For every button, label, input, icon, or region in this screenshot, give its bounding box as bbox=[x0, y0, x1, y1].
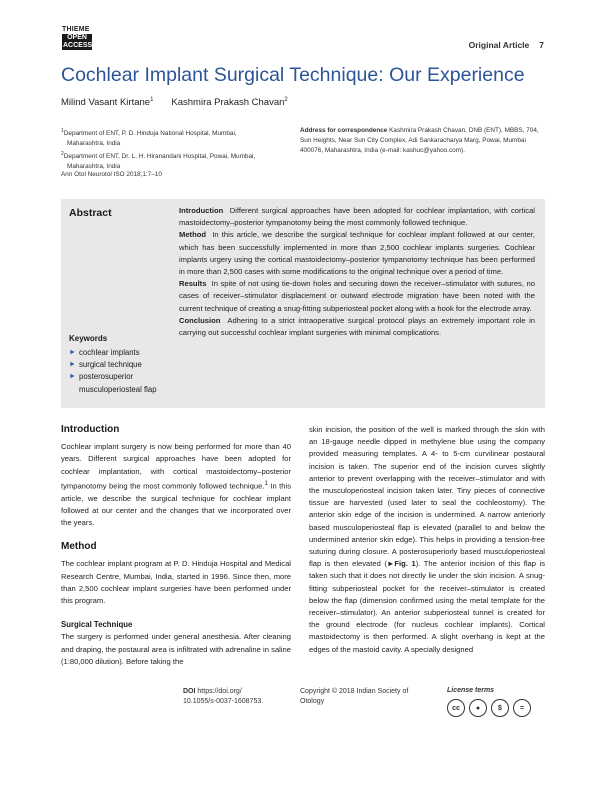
method-paragraph: The cochlear implant program at P. D. Hinduja Hospital and Medical Research Centre, Mumbai, India, started in 1996. Since then, more than 2,500 cochlear implant surgeries have been performed under this program. bbox=[61, 559, 291, 605]
keyword-item: ► cochlear implants bbox=[69, 347, 173, 359]
doi-block bbox=[183, 687, 263, 707]
method-heading: Method bbox=[61, 541, 97, 553]
correspondence-label: Address for correspondence bbox=[300, 127, 388, 134]
keyword-item: ► posterosuperior musculoperiosteal flap bbox=[69, 372, 157, 394]
abstract-method: Method In this article, we describe the surgical technique for cochlear implant followed at our center, which has been successfully implemented in more than 2,500 cochlear implants surgeries. Cochlear implants urgery using the cortical mastoidectomy–posterior tympanotomy technique has been performed in more than 2,500 cases with some modifications to the original technique over a period of time. bbox=[179, 230, 535, 277]
doi-link[interactable]: https://doi.org/ bbox=[197, 688, 242, 695]
cc-icon: cc bbox=[447, 699, 465, 717]
correspondence-email: (e-mail: kashuc@yahoo.com). bbox=[379, 147, 465, 154]
body-column-left bbox=[61, 424, 291, 668]
introduction-heading: Introduction bbox=[61, 424, 120, 435]
article-type: Original Article bbox=[468, 40, 530, 50]
affiliation-line: Department of ENT, Dr. L. H. Hiranandani Hospital, Powai, Mumbai, bbox=[63, 153, 256, 161]
doi-link-continued[interactable]: 10.1055/s-0037-1608753. bbox=[183, 698, 264, 705]
surgical-technique-continued: skin incision, the position of the well is marked through the skin with an 18-gauge needle dipped in methylene blue using the company provided measuring templates. A 4- to 5-cm curvilinear postaural incision is taken. The superior end of the incision curves slightly anterior to prevent overlapping with the receiver–stimulator and with the musculoperiosteal incision taken later. Tiny pieces of connective tissue are harvested (used later to seal the cochleostomy). The anterior skin edge of the incision is undermined. A narrow anteriorly based musculoperiosteal flap is elevated (parallel to and below the undermined anterior skin edge). This helps in providing a tension-free suturing during closure. A posterosuperiorly based musculoperiosteal flap is then elevated (►Fig. 1). The anterior incision of this flap is taken such that it does not directly lie under the skin incision. A snug-fitting subperiosteal pocket for the receiver–stimulator is created below the flap (dimension confirmed using the metal template for the receiver–stimulator). An anterior subperiosteal tunnel is created for the ground electrode (for nucleus cochlear implants). Cortical mastoidectomy is then performed. A slight overhang is kept at the edges of the mastoid cavity. A specially designed bbox=[309, 425, 545, 654]
affiliation-line: Department of ENT, P. D. Hinduja National Hospital, Mumbai, bbox=[63, 130, 237, 138]
keywords-heading: Keywords bbox=[69, 334, 108, 343]
surgical-technique-heading: Surgical Technique bbox=[61, 620, 133, 630]
thieme-open-access-logo bbox=[62, 26, 92, 50]
license-icons bbox=[447, 699, 531, 717]
abstract-body bbox=[179, 205, 535, 339]
page-number: 7 bbox=[539, 40, 544, 50]
affiliation-line: Maharashtra, India bbox=[67, 140, 121, 148]
author-affiliation-ref: 2 bbox=[284, 97, 288, 103]
logo-text-access: ACCESS bbox=[63, 42, 93, 49]
logo-text-open: OPEN bbox=[62, 34, 92, 42]
author-affiliation-ref: 1 bbox=[150, 97, 154, 103]
arrow-bullet-icon: ► bbox=[69, 373, 76, 381]
abstract-heading: Abstract bbox=[69, 207, 112, 219]
correspondence-text: Kashmira Prakash Chavan, DNB (ENT), MBBS, 704, Sun Heights, Near Sun City Complex, Adi Sankaracharya Marg, Powai, Mumbai 400076, Maharashtra, India bbox=[300, 127, 539, 154]
abstract-conclusion: Conclusion Adhering to a strict intraoperative surgical protocol plays an extremely important role in carrying out successful cochlear implant surgeries with minimal complications. bbox=[179, 315, 535, 338]
article-title: Cochlear Implant Surgical Technique: Our Experience bbox=[61, 64, 525, 86]
surgical-technique-paragraph: The surgery is performed under general anesthesia. After cleaning and draping, the postaural area is infiltrated with adrenaline in saline (1:80,000 dilution). Before taking the bbox=[61, 632, 291, 666]
introduction-paragraph: Cochlear implant surgery is now being performed for more than 40 years. Different surgical approaches have been adopted for cochlear implantation, with cortical mastoidectomy–posterior tympanotomy being the most commonly followed technique.$^1$ In this article, we describe the surgical technique for cochlear implant followed at our center and the changes that we incorporated over the years. bbox=[61, 442, 291, 527]
correspondence-address bbox=[300, 126, 544, 156]
license-terms-label: License terms bbox=[447, 687, 495, 694]
by-icon: ● bbox=[469, 699, 487, 717]
nc-icon: $ bbox=[491, 699, 509, 717]
logo-text-thieme: THIEME bbox=[62, 26, 90, 33]
author-name: Milind Vasant Kirtane bbox=[61, 97, 151, 109]
abstract-box bbox=[61, 199, 545, 408]
abstract-results: Results In spite of not using tie-down holes and securing down the receiver–stimulator with sutures, no cases of receiver–stimulator displacement or outward electrode migration have been noted with the current technique of creating a snug-fitting subperiosteal pocket along with a hook for the electrode array. bbox=[179, 279, 535, 313]
keyword-item: ► surgical technique bbox=[69, 359, 173, 371]
abstract-introduction: Introduction Different surgical approaches have been adopted for cochlear implantation, with cortical mastoidectomy–posterior tympanotomy being the most commonly followed technique. bbox=[179, 206, 535, 228]
arrow-bullet-icon: ► bbox=[69, 361, 76, 369]
body-column-right bbox=[309, 424, 545, 656]
affiliations: $^1$Department of ENT, P. D. Hinduja National Hospital, Mumbai, Maharashtra, India $^2$Department of ENT, Dr. L. H. Hiranandani Hospital, Powai, Mumbai, Maharashtra, India bbox=[61, 126, 283, 172]
arrow-bullet-icon: ► bbox=[69, 349, 76, 356]
author-list bbox=[61, 97, 288, 108]
figure-link[interactable]: ►Fig. 1 bbox=[386, 559, 416, 569]
nd-icon: = bbox=[513, 699, 531, 717]
doi-label: DOI bbox=[183, 688, 196, 695]
author-name: Kashmira Prakash Chavan bbox=[171, 97, 285, 109]
journal-citation: Ann Otol Neurotol ISO 2018;1:7–10 bbox=[61, 171, 162, 178]
reference-citation: 1 bbox=[264, 479, 268, 487]
running-header bbox=[469, 40, 544, 50]
affiliation-line: Maharashtra, India bbox=[67, 163, 121, 171]
keywords-list bbox=[69, 347, 173, 396]
copyright-notice: Copyright © 2018 Indian Society of Otology bbox=[300, 688, 409, 705]
